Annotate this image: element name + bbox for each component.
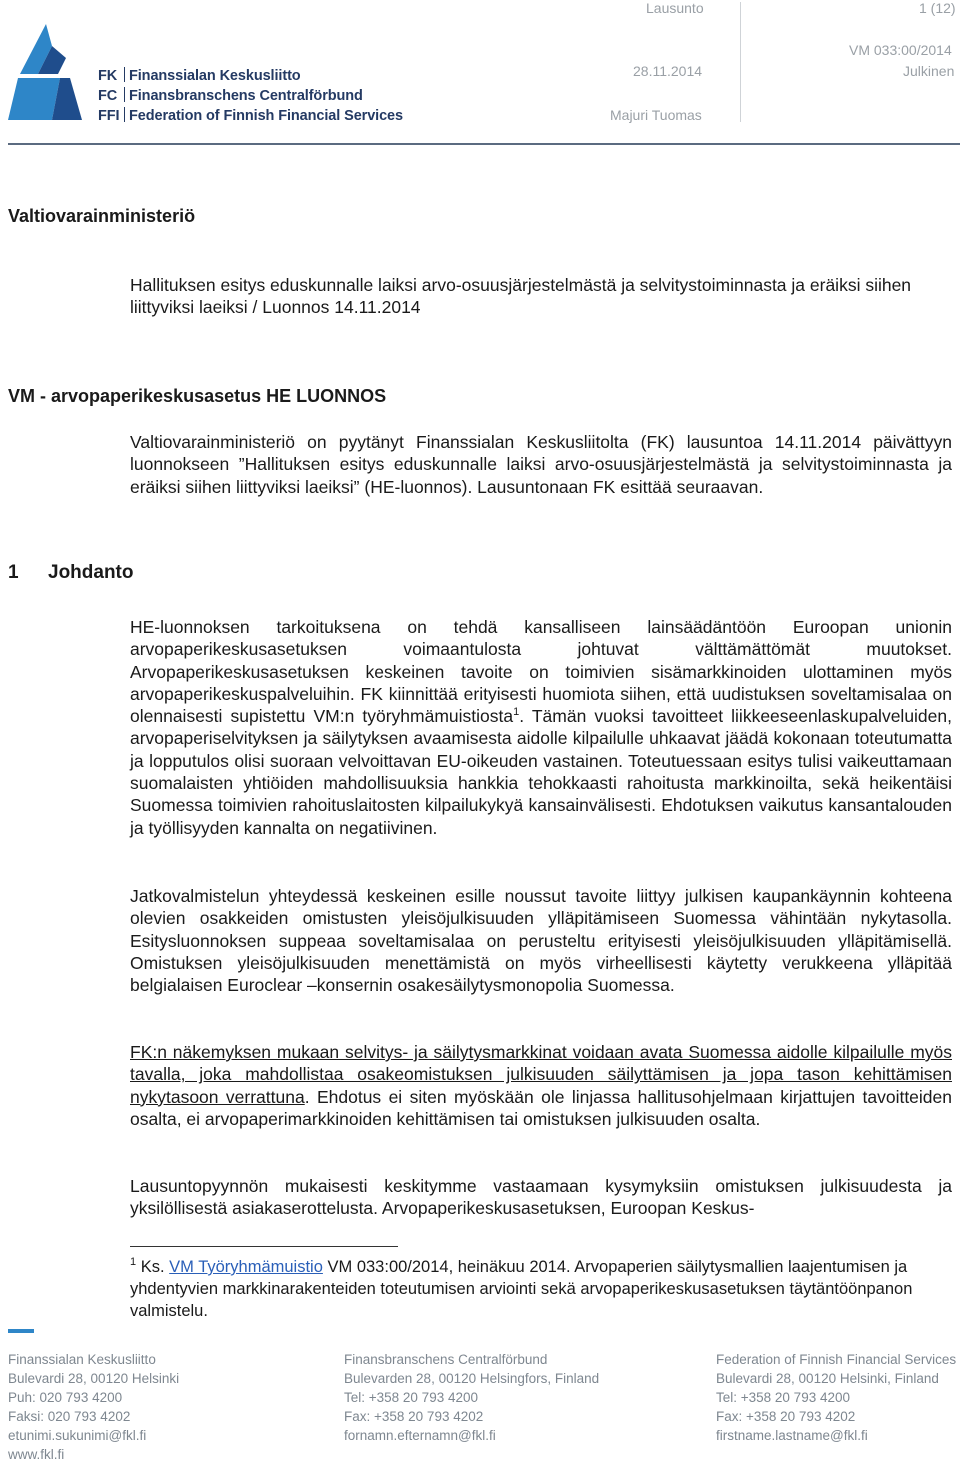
doc-classification: Julkinen: [903, 63, 955, 79]
header-rule: [8, 143, 960, 145]
footer-col-fi: Finanssialan Keskusliitto Bulevardi 28, 00120 Helsinki Puh: 020 793 4200 Faksi: 020 793 4202 etunimi.sukunimi@fkl.fi www.fkl.fi: [8, 1352, 180, 1462]
paragraph-3: FK:n näkemyksen mukaan selvitys- ja säilytysmarkkinat voidaan avata Suomessa aidolle kilpailulle myös tavalla, joka mahdollistaa osakeomistuksen julkisuuden säilyttämisen ja jopa tason kehittämisen nykytasoon verrattuna. Ehdotus ei siten myöskään ole linjassa hallitusohjelmaan kirjattujen tavoitteiden osalta, ei arvopaperimarkkinoiden kehittämisen tai omistuksen julkisuuden osalta.: [130, 1042, 952, 1129]
page-number: 1 (12): [919, 0, 956, 16]
footer-email-en[interactable]: firstname.lastname@fkl.fi: [716, 1428, 868, 1443]
footnote-link[interactable]: VM Työryhmämuistio: [169, 1258, 323, 1276]
intro-paragraph: Valtiovarainministeriö on pyytänyt Finanssialan Keskusliitolta (FK) lausuntoa 14.11.2014 päivättyyn luonnokseen ”Hallituksen esitys eduskunnalle laiksi arvo-osuusjärjestelmästä ja selvitystoiminnasta ja eräiksi siihen liittyviksi laeiksi” (HE-luonnos). Lausuntonaan FK esittää seuraavan.: [130, 432, 952, 497]
footnote-ref[interactable]: 1: [513, 706, 520, 719]
footnote: $^1$ Ks. VM Työryhmämuistio VM 033:00/2014, heinäkuu 2014. Arvopaperien säilytysmallien laajentumisen ja yhdentyvien markkinarakenteiden toteutumisen arviointi sekä arvopaperikeskusasetuksen täytäntöönpanon valmistelu.: [130, 1256, 913, 1320]
footer-website[interactable]: www.fkl.fi: [8, 1447, 65, 1462]
recipient: Valtiovarainministeriö: [8, 206, 196, 226]
footer-col-en: Federation of Finnish Financial Services Bulevardi 28, 00120 Helsinki, Finland Tel: +358 20 793 4200 Fax: +358 20 793 4202 firstname.lastname@fkl.fi: [716, 1352, 957, 1443]
logo-line-ffi: FFI Federation of Finnish Financial Services: [98, 108, 403, 124]
doc-type: Lausunto: [646, 0, 704, 16]
logo-line-fc: FC Finansbranschens Centralförbund: [98, 88, 363, 104]
footnote-rule: [130, 1246, 398, 1247]
doc-date: 28.11.2014: [633, 63, 703, 79]
header-divider: [740, 2, 741, 122]
chapter-number: 1: [8, 562, 19, 583]
logo-wordmark: [98, 66, 403, 126]
doc-reference: VM 033:00/2014: [849, 42, 952, 58]
footer-col-sv: Finansbranschens Centralförbund Bulevarden 28, 00120 Helsingfors, Finland Tel: +358 20 793 4200 Fax: +358 20 793 4202 fornamn.efternamn@fkl.fi: [344, 1352, 600, 1443]
paragraph-1: HE-luonnoksen tarkoituksena on tehdä kansalliseen lainsäädäntöön Euroopan unionin arvopaperikeskusasetuksen voimaantulosta johtuvat välttämättömät muutokset. Arvopaperikeskusasetuksen keskeinen tavoite on toimivien sisämarkkinoiden ulottaminen myös arvopaperikeskuspalveluihin. FK kiinnittää erityisesti huomiota siihen, että uudistuksen soveltamisalaa on olennaisesti supistettu VM:n työryhmämuistiosta$^1$. Tämän vuoksi tavoitteet liikkeeseenlaskupalveluiden, arvopaperiselvityksen ja säilytyksen avaamisesta aidolle kilpailulle uhkaavat jäädä kokonaan toteutumatta ja lopputulos olisi suoraan velvoittavan EU-oikeuden vastainen. Toteutuessaan esitys tulisi vaikeuttamaan suomalaisten yhtiöiden mahdollisuuksia hankkia tehokkaasti rahoitusta markkinoilta, sekä heikentäisi Suomessa toimivien rahoituslaitosten kilpailukykyä kansainvälisesti. Ehdotuksen vaikutus kansantalouden ja työllisyyden kannalta on negatiivinen.: [130, 617, 952, 838]
footer-accent: [8, 1329, 34, 1333]
underlined-statement: FK:n näkemyksen mukaan selvitys- ja säilytysmarkkinat voidaan avata Suomessa aidolle kilpailulle myös tavalla, joka mahdollistaa osakeomistuksen julkisuuden säilyttämisen ja jopa tason kehittämisen nykytasoon verrattuna: [130, 1042, 952, 1107]
section-title: VM - arvopaperikeskusasetus HE LUONNOS: [8, 386, 387, 406]
logo-line-fk: FK Finanssialan Keskusliitto: [98, 68, 301, 84]
paragraph-4: Lausuntopyynnön mukaisesti keskitymme vastaamaan kysymyksiin omistuksen julkisuudesta ja yksilöllisestä asiakaserottelusta. Arvopaperikeskusasetuksen, Euroopan Keskus-: [130, 1176, 952, 1219]
subject: Hallituksen esitys eduskunnalle laiksi arvo-osuusjärjestelmästä ja selvitystoiminnasta ja eräiksi siihen liittyviksi laeiksi / Luonnos 14.11.2014: [130, 275, 912, 318]
footer-email-fi[interactable]: etunimi.sukunimi@fkl.fi: [8, 1428, 147, 1443]
fk-logo-mark-icon: [8, 22, 84, 122]
footer-email-sv[interactable]: fornamn.efternamn@fkl.fi: [344, 1428, 496, 1443]
doc-author: Majuri Tuomas: [610, 107, 702, 123]
chapter-title: Johdanto: [48, 562, 134, 583]
paragraph-2: Jatkovalmistelun yhteydessä keskeinen esille noussut tavoite liittyy julkisen kaupankäynnin kohteena olevien osakkeiden omistusten yleisöjulkisuuden ylläpitämiseen Suomessa vähintään nykytasolla. Esitysluonnoksen suppeaa soveltamisalaa on perusteltu erityisesti yleisöjulkisuuden ylläpitämisellä. Omistuksen yleisöjulkisuuden menettämistä on myös virheellisesti käytetty verukkeena ylläpitää belgialaisen Euroclear –konsernin osakesäilytysmonopolia Suomessa.: [130, 886, 952, 996]
fk-logo: [8, 22, 403, 126]
